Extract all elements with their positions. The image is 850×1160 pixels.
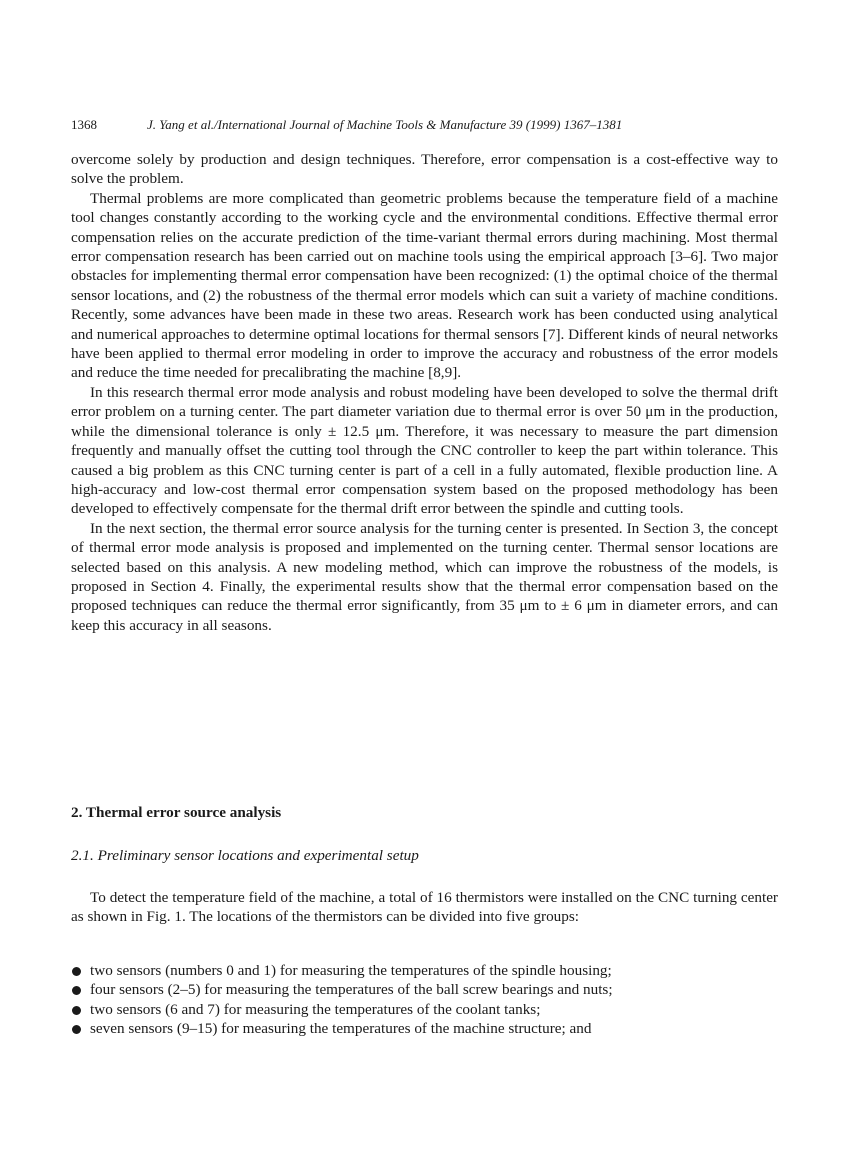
paragraph-sensor-setup: To detect the temperature field of the machine, a total of 16 thermistors were installed on the CNC turning center as shown in Fig. 1. The locations of the thermistors can be divided into five groups: <box>71 889 778 926</box>
running-header <box>71 116 622 134</box>
list-item: seven sensors (9–15) for measuring the temperatures of the machine structure; and <box>71 1019 778 1038</box>
bullet-icon <box>72 1006 81 1015</box>
paragraph-next-section: In the next section, the thermal error source analysis for the turning center is presented. In Section 3, the concept of thermal error mode analysis is proposed and implemented on the turning center. Thermal sensor locations are selected based on this analysis. A new modeling method, which can improve the robustness of the models, is proposed in Section 4. Finally, the experimental results show that the thermal error compensation based on the proposed techniques can reduce the thermal error significantly, from 35 μm to ± 6 μm in diameter errors, and can keep this accuracy in all seasons. <box>71 519 778 634</box>
sensor-group-list <box>71 961 778 1039</box>
section-heading: 2. Thermal error source analysis <box>71 804 282 821</box>
running-title: J. Yang et al./International Journal of Machine Tools & Manufacture 39 (1999) 1367–1381 <box>147 117 623 132</box>
bullet-icon <box>72 967 81 976</box>
section2-body <box>71 888 778 927</box>
page-number: 1368 <box>71 117 97 132</box>
bullet-icon <box>72 1025 81 1034</box>
bullet-icon <box>72 986 81 995</box>
paragraph-continuation: overcome solely by production and design techniques. Therefore, error compensation is a cost-effective way to solve the problem. <box>71 151 778 188</box>
list-item: two sensors (6 and 7) for measuring the temperatures of the coolant tanks; <box>71 1000 778 1019</box>
list-item: two sensors (numbers 0 and 1) for measuring the temperatures of the spindle housing; <box>71 961 778 980</box>
list-item: four sensors (2–5) for measuring the temperatures of the ball screw bearings and nuts; <box>71 980 778 999</box>
paragraph-this-research: In this research thermal error mode analysis and robust modeling have been developed to solve the thermal drift error problem on a turning center. The part diameter variation due to thermal error is over 50 μm in the production, while the dimensional tolerance is only ± 12.5 μm. Therefore, it was necessary to measure the part dimension frequently and manually offset the cutting tool through the CNC controller to keep the part within tolerance. This caused a big problem as this CNC turning center is part of a cell in a fully automated, flexible production line. A high-accuracy and low-cost thermal error compensation system based on the proposed methodology has been developed to effectively compensate for the thermal drift error between the spindle and cutting tools. <box>71 383 778 518</box>
intro-body <box>71 150 778 635</box>
paragraph-thermal-problems: Thermal problems are more complicated than geometric problems because the temperature field of a machine tool changes constantly according to the working cycle and the environmental conditions. Effective thermal error compensation relies on the accurate prediction of the time-variant thermal errors during machining. Most thermal error compensation research has been carried out on machine tools using the empirical approach [3–6]. Two major obstacles for implementing thermal error compensation have been recognized: (1) the optimal choice of the thermal sensor locations, and (2) the robustness of the thermal error models which can suit a variety of machine conditions. Recently, some advances have been made in these two areas. Research work has been conducted using analytical and numerical approaches to determine optimal locations for thermal sensors [7]. Different kinds of neural networks have been applied to thermal error modeling in order to improve the accuracy and robustness of the error models and reduce the time needed for precalibrating the machine [8,9]. <box>71 189 778 382</box>
subsection-heading: 2.1. Preliminary sensor locations and experimental setup <box>71 847 419 864</box>
